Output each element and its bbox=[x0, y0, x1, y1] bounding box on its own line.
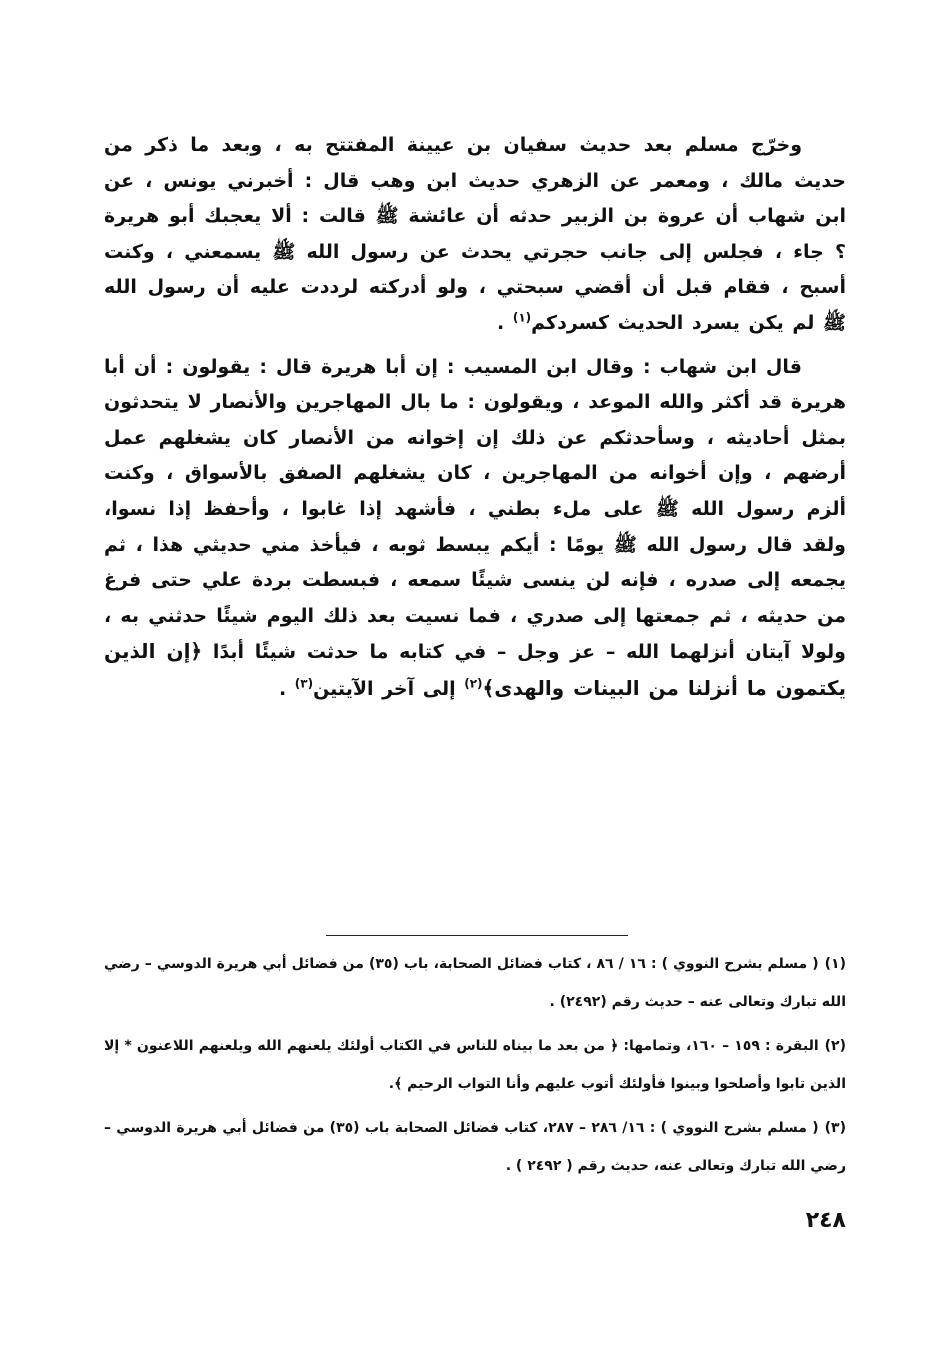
footnote-ref-3: (٣) bbox=[294, 676, 314, 691]
quran-quote: ﴿إن الذين يكتمون ما أنزلنا من البينات والهدى﴾ bbox=[104, 639, 846, 700]
footnote-ref-2: (٢) bbox=[464, 676, 483, 691]
paragraph-2 bbox=[104, 350, 846, 708]
page-number: ٢٤٨ bbox=[805, 1208, 846, 1233]
paragraph-1-end: . bbox=[497, 311, 513, 334]
footnote-3-text: ( مسلم بشرح النووي ) : ١٦/ ٢٨٦ – ٢٨٧، كتاب فضائل الصحابة باب (٣٥) من فضائل أبي هريرة الدوسي – رضي الله تبارك وتعالى عنه، حديث رقم ( ٢٤٩٢ ) . bbox=[104, 1120, 846, 1174]
footnote-1 bbox=[104, 945, 846, 1021]
footnote-3-number: (٣) bbox=[824, 1120, 846, 1136]
paragraph-2-text: قال ابن شهاب : وقال ابن المسيب : إن أبا هريرة قال : يقولون : أن أبا هريرة قد أكثر والله الموعد ، ويقولون : ما بال المهاجرين والأنصار لا يتحدثون بمثل أحاديثه ، وسأحدثكم عن ذلك إن إخوانه من الأنصار كان يشغلهم عمل أرضهم ، وإن أخوانه من المهاجرين ، كان يشغلهم الصفق بالأسواق ، وكنت ألزم رسول الله ﷺ على ملء بطني ، فأشهد إذا غابوا ، وأحفظ إذا نسوا، ولقد قال رسول الله ﷺ يومًا : أيكم يبسط ثوبه ، فيأخذ مني حديثي هذا ، ثم يجمعه إلى صدره ، فإنه لن ينسى شيئًا سمعه ، فبسطت بردة علي حتى فرغ من حديثه ، ثم جمعتها إلى صدري ، فما نسيت بعد ذلك اليوم شيئًا حدثني به ، ولولا آيتان أنزلهما الله – عز وجل – في كتابه ما حدثت شيئًا أبدًا bbox=[104, 355, 846, 664]
footnote-2-number: (٢) bbox=[824, 1038, 846, 1054]
footnote-2 bbox=[104, 1027, 846, 1103]
footnotes bbox=[104, 945, 846, 1191]
paragraph-2-end: . bbox=[278, 677, 295, 700]
footnote-2-text: البقرة : ١٥٩ – ١٦٠، وتمامها: ﴿ من بعد ما بيناه للناس في الكتاب أولئك يلعنهم الله ويلعنهم اللاعنون * إلا الذين تابوا وأصلحوا وبينوا فأولئك أتوب عليهم وأنا التواب الرحيم ﴾. bbox=[104, 1038, 846, 1092]
main-text bbox=[104, 128, 846, 708]
footnote-separator bbox=[326, 935, 628, 936]
paragraph-1-text: وخرّج مسلم بعد حديث سفيان بن عيينة المفتتح به ، وبعد ما ذكر من حديث مالك ، ومعمر عن الزهري حديث ابن وهب قال : أخبرني يونس ، عن ابن شهاب أن عروة بن الزبير حدثه أن عائشة ﷺ قالت : ألا يعجبك أبو هريرة ؟ جاء ، فجلس إلى جانب حجرتي يحدث عن رسول الله ﷺ يسمعني ، وكنت أسبح ، فقام قبل أن أقضي سبحتي ، ولو أدركته لرددت عليه أن رسول الله ﷺ لم يكن يسرد الحديث كسردكم bbox=[104, 134, 846, 334]
paragraph-2-tail: إلى آخر الآيتين bbox=[313, 677, 465, 700]
footnote-1-number: (١) bbox=[824, 956, 846, 972]
paragraph-1 bbox=[104, 128, 846, 342]
footnote-ref-1: (١) bbox=[512, 310, 532, 325]
footnote-3 bbox=[104, 1109, 846, 1185]
footnote-1-text: ( مسلم بشرح النووي ) : ١٦ / ٨٦ ، كتاب فضائل الصحابة، باب (٣٥) من فضائل أبي هريرة الدوسي – رضي الله تبارك وتعالى عنه – حديث رقم (٢٤٩٢) . bbox=[104, 956, 846, 1010]
